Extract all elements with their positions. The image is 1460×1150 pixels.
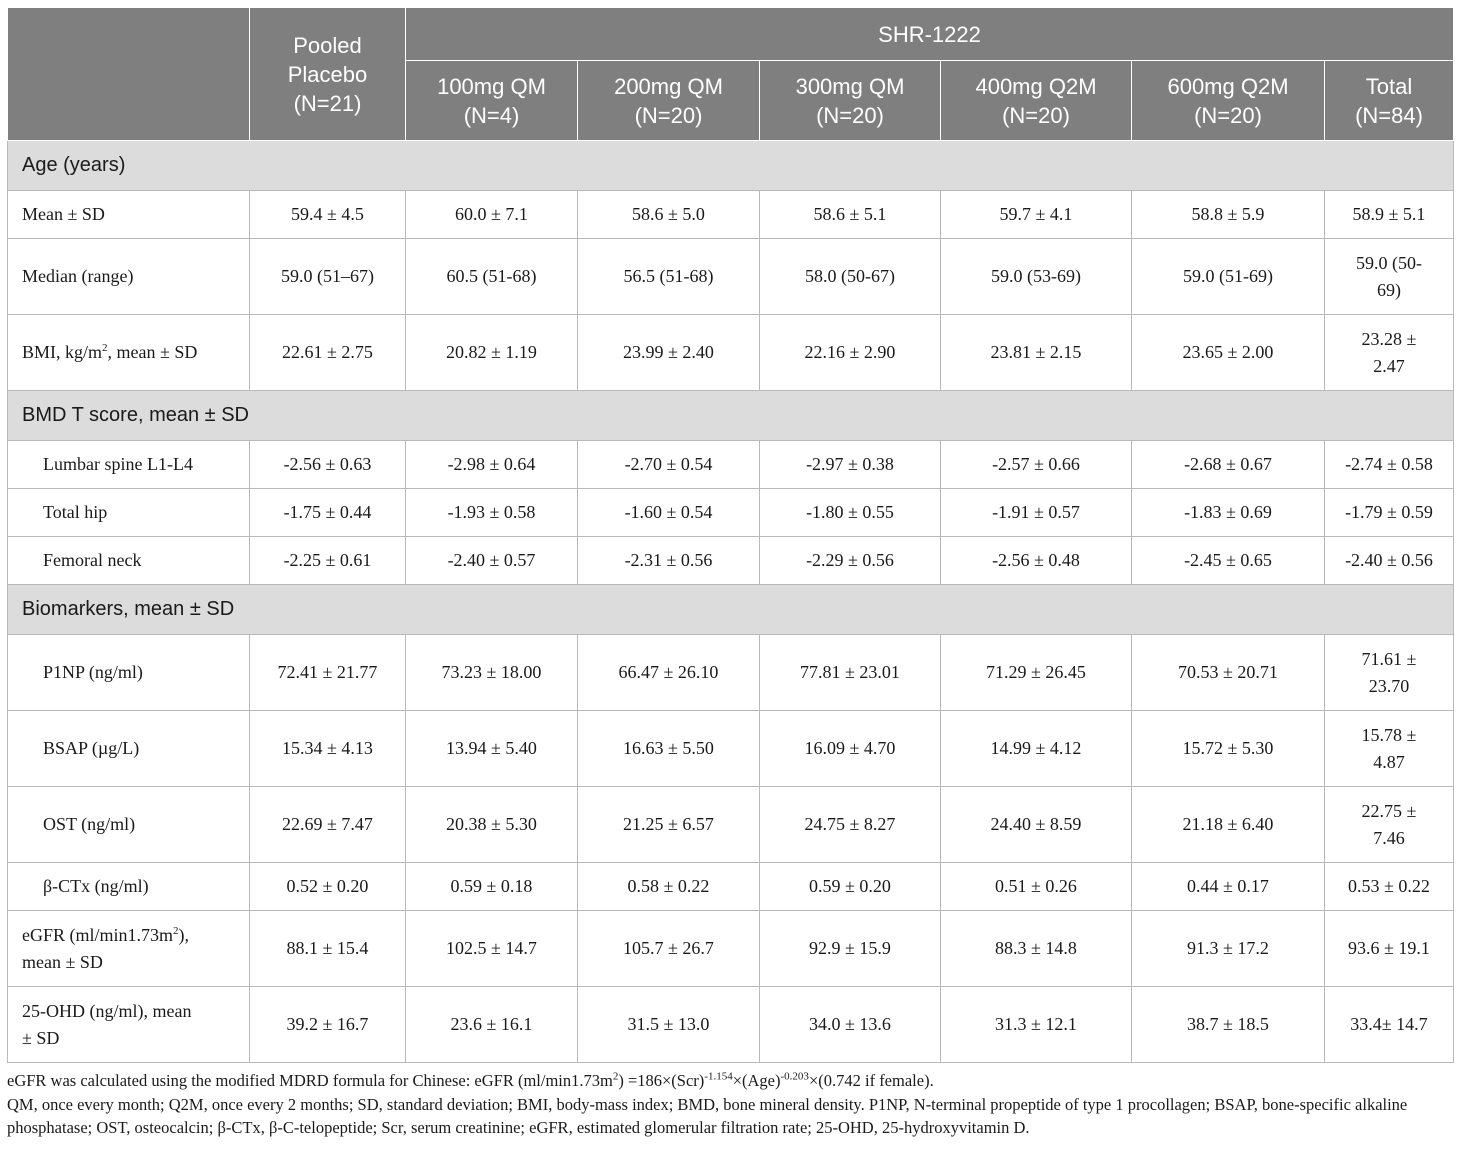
header-row-top: [8, 8, 1454, 61]
table-cell: -1.80 ± 0.55: [760, 489, 941, 537]
table-row: [8, 635, 1454, 711]
table-row: [8, 239, 1454, 315]
row-label-text: β-CTx (ng/ml): [43, 876, 149, 896]
row-label: [8, 489, 250, 537]
table-cell: 39.2 ± 16.7: [250, 987, 406, 1063]
table-cell: 0.58 ± 0.22: [578, 863, 760, 911]
table-cell: 70.53 ± 20.71: [1132, 635, 1325, 711]
table-cell: 56.5 (51-68): [578, 239, 760, 315]
row-label: [8, 711, 250, 787]
table-cell: -2.31 ± 0.56: [578, 537, 760, 585]
row-label: [8, 239, 250, 315]
table-cell: 22.61 ± 2.75: [250, 315, 406, 391]
table-cell: 59.0 (53-69): [941, 239, 1132, 315]
header-col: Total (N=84): [1325, 61, 1454, 141]
header-col: 300mg QM (N=20): [760, 61, 941, 141]
row-label-suffix: , mean ± SD: [107, 342, 198, 362]
table-cell: 15.34 ± 4.13: [250, 711, 406, 787]
table-row: [8, 911, 1454, 987]
footnote-superscript: 2: [612, 1070, 619, 1083]
footnote-egfr-formula: [7, 1069, 1453, 1093]
footnote-superscript: -0.203: [780, 1070, 809, 1083]
table-cell: 24.75 ± 8.27: [760, 787, 941, 863]
table-cell: -1.91 ± 0.57: [941, 489, 1132, 537]
table-cell: 20.82 ± 1.19: [406, 315, 578, 391]
table-cell: 23.81 ± 2.15: [941, 315, 1132, 391]
table-cell: -2.56 ± 0.48: [941, 537, 1132, 585]
footnote-text: ×(Age): [732, 1071, 781, 1090]
table-cell: 88.1 ± 15.4: [250, 911, 406, 987]
table-cell: 22.69 ± 7.47: [250, 787, 406, 863]
table-cell: 16.09 ± 4.70: [760, 711, 941, 787]
row-label-text: Total hip: [43, 502, 108, 522]
table-cell: 72.41 ± 21.77: [250, 635, 406, 711]
table-cell: 71.61 ± 23.70: [1325, 635, 1454, 711]
table-cell: 58.6 ± 5.1: [760, 191, 941, 239]
row-label: [8, 191, 250, 239]
row-label-text: BMI, kg/m: [22, 342, 103, 362]
table-cell: 60.0 ± 7.1: [406, 191, 578, 239]
row-label: [8, 987, 250, 1063]
table-cell: 58.0 (50-67): [760, 239, 941, 315]
section-row: [8, 585, 1454, 635]
table-cell: 20.38 ± 5.30: [406, 787, 578, 863]
table-cell: -2.97 ± 0.38: [760, 441, 941, 489]
table-cell: -2.40 ± 0.57: [406, 537, 578, 585]
footnote-superscript: -1.154: [704, 1070, 733, 1083]
table-cell: -2.56 ± 0.63: [250, 441, 406, 489]
table-cell: 71.29 ± 26.45: [941, 635, 1132, 711]
table-cell: 0.44 ± 0.17: [1132, 863, 1325, 911]
table-cell: 23.6 ± 16.1: [406, 987, 578, 1063]
table-cell: 24.40 ± 8.59: [941, 787, 1132, 863]
row-label-text: 25-OHD (ng/ml), mean ± SD: [22, 1000, 192, 1048]
section-title: Biomarkers, mean ± SD: [8, 585, 1454, 635]
row-label-text: P1NP (ng/ml): [43, 662, 143, 682]
table-cell: 23.28 ± 2.47: [1325, 315, 1454, 391]
table-cell: 88.3 ± 14.8: [941, 911, 1132, 987]
table-cell: 77.81 ± 23.01: [760, 635, 941, 711]
section-row: [8, 141, 1454, 191]
table-cell: 58.9 ± 5.1: [1325, 191, 1454, 239]
header-corner-cell: [8, 8, 250, 141]
footnote-abbreviations: QM, once every month; Q2M, once every 2 months; SD, standard deviation; BMI, body-mass index; BMD, bone mineral density. P1NP, N-terminal propeptide of type 1 procollagen; BSAP, bone-specific alkaline phosphatase; OST, osteocalcin; β-CTx, β-C-telopeptide; Scr, serum creatinine; eGFR, estimated glomerular filtration rate; 25-OHD, 25-hydroxyvitamin D.: [7, 1094, 1408, 1137]
table-row: [8, 537, 1454, 585]
table-cell: 23.65 ± 2.00: [1132, 315, 1325, 391]
table-cell: -1.79 ± 0.59: [1325, 489, 1454, 537]
row-label-text: OST (ng/ml): [43, 814, 136, 834]
header-col: 200mg QM (N=20): [578, 61, 760, 141]
table-row: [8, 711, 1454, 787]
row-label-superscript: 2: [173, 924, 179, 937]
table-cell: 91.3 ± 17.2: [1132, 911, 1325, 987]
row-label: [8, 537, 250, 585]
table-cell: 31.5 ± 13.0: [578, 987, 760, 1063]
table-cell: -1.75 ± 0.44: [250, 489, 406, 537]
table-row: [8, 191, 1454, 239]
row-label: [8, 787, 250, 863]
row-label-text: Median (range): [22, 266, 134, 286]
section-title: BMD T score, mean ± SD: [8, 391, 1454, 441]
header-placebo: Pooled Placebo (N=21): [250, 8, 406, 141]
row-label-text: Femoral neck: [43, 550, 142, 570]
table-cell: 59.7 ± 4.1: [941, 191, 1132, 239]
row-label: [8, 635, 250, 711]
table-body: [8, 8, 1454, 1063]
table-cell: 16.63 ± 5.50: [578, 711, 760, 787]
table-cell: -1.93 ± 0.58: [406, 489, 578, 537]
row-label: [8, 863, 250, 911]
table-cell: -2.74 ± 0.58: [1325, 441, 1454, 489]
header-col: 400mg Q2M (N=20): [941, 61, 1132, 141]
table-cell: 0.53 ± 0.22: [1325, 863, 1454, 911]
table-cell: -2.29 ± 0.56: [760, 537, 941, 585]
table-cell: 21.25 ± 6.57: [578, 787, 760, 863]
row-label-superscript: 2: [102, 342, 108, 354]
table-cell: 33.4± 14.7: [1325, 987, 1454, 1063]
row-label-text: Lumbar spine L1-L4: [43, 454, 193, 474]
row-label: [8, 911, 250, 987]
table-row: [8, 315, 1454, 391]
table-cell: -2.25 ± 0.61: [250, 537, 406, 585]
table-row: [8, 489, 1454, 537]
table-cell: 59.0 (51-69): [1132, 239, 1325, 315]
header-col: 100mg QM (N=4): [406, 61, 578, 141]
table-cell: 59.0 (50- 69): [1325, 239, 1454, 315]
row-label-text: BSAP (µg/L): [43, 738, 140, 758]
table-cell: 93.6 ± 19.1: [1325, 911, 1454, 987]
table-cell: -2.57 ± 0.66: [941, 441, 1132, 489]
header-group-shr1222: SHR-1222: [406, 8, 1454, 61]
table-cell: 0.59 ± 0.18: [406, 863, 578, 911]
table-cell: 0.59 ± 0.20: [760, 863, 941, 911]
footnote-text: ×(0.742 if female).: [808, 1071, 934, 1090]
table-figure: [7, 7, 1453, 1140]
table-cell: 13.94 ± 5.40: [406, 711, 578, 787]
header-col: 600mg Q2M (N=20): [1132, 61, 1325, 141]
table-cell: -2.68 ± 0.67: [1132, 441, 1325, 489]
table-cell: 73.23 ± 18.00: [406, 635, 578, 711]
row-label-suffix: ), mean ± SD: [22, 924, 190, 972]
table-cell: 15.78 ± 4.87: [1325, 711, 1454, 787]
table-row: [8, 787, 1454, 863]
section-row: [8, 391, 1454, 441]
table-cell: -2.40 ± 0.56: [1325, 537, 1454, 585]
table-cell: 23.99 ± 2.40: [578, 315, 760, 391]
table-cell: -2.70 ± 0.54: [578, 441, 760, 489]
table-cell: 59.0 (51–67): [250, 239, 406, 315]
table-cell: 92.9 ± 15.9: [760, 911, 941, 987]
table-cell: 38.7 ± 18.5: [1132, 987, 1325, 1063]
table-cell: 21.18 ± 6.40: [1132, 787, 1325, 863]
row-label: [8, 441, 250, 489]
table-row: [8, 441, 1454, 489]
table-cell: 34.0 ± 13.6: [760, 987, 941, 1063]
row-label-text: eGFR (ml/min1.73m: [22, 924, 174, 945]
table-cell: 31.3 ± 12.1: [941, 987, 1132, 1063]
table-cell: 0.52 ± 0.20: [250, 863, 406, 911]
table-cell: 66.47 ± 26.10: [578, 635, 760, 711]
table-cell: -2.98 ± 0.64: [406, 441, 578, 489]
table-cell: 102.5 ± 14.7: [406, 911, 578, 987]
table-cell: 22.75 ± 7.46: [1325, 787, 1454, 863]
table-cell: 14.99 ± 4.12: [941, 711, 1132, 787]
table-cell: -2.45 ± 0.65: [1132, 537, 1325, 585]
row-label: [8, 315, 250, 391]
table-cell: 59.4 ± 4.5: [250, 191, 406, 239]
table-cell: 58.6 ± 5.0: [578, 191, 760, 239]
baseline-characteristics-table: [7, 7, 1454, 1063]
footnote-text: eGFR was calculated using the modified MDRD formula for Chinese: eGFR (ml/min1.73m: [7, 1071, 613, 1090]
table-row: [8, 987, 1454, 1063]
table-cell: -1.60 ± 0.54: [578, 489, 760, 537]
table-footnotes: [7, 1069, 1453, 1140]
table-cell: 15.72 ± 5.30: [1132, 711, 1325, 787]
table-cell: 58.8 ± 5.9: [1132, 191, 1325, 239]
table-cell: 105.7 ± 26.7: [578, 911, 760, 987]
row-label-text: Mean ± SD: [22, 204, 105, 224]
section-title: Age (years): [8, 141, 1454, 191]
table-cell: 0.51 ± 0.26: [941, 863, 1132, 911]
table-row: [8, 863, 1454, 911]
table-cell: -1.83 ± 0.69: [1132, 489, 1325, 537]
table-cell: 22.16 ± 2.90: [760, 315, 941, 391]
footnote-text: ) =186×(Scr): [618, 1071, 705, 1090]
table-cell: 60.5 (51-68): [406, 239, 578, 315]
